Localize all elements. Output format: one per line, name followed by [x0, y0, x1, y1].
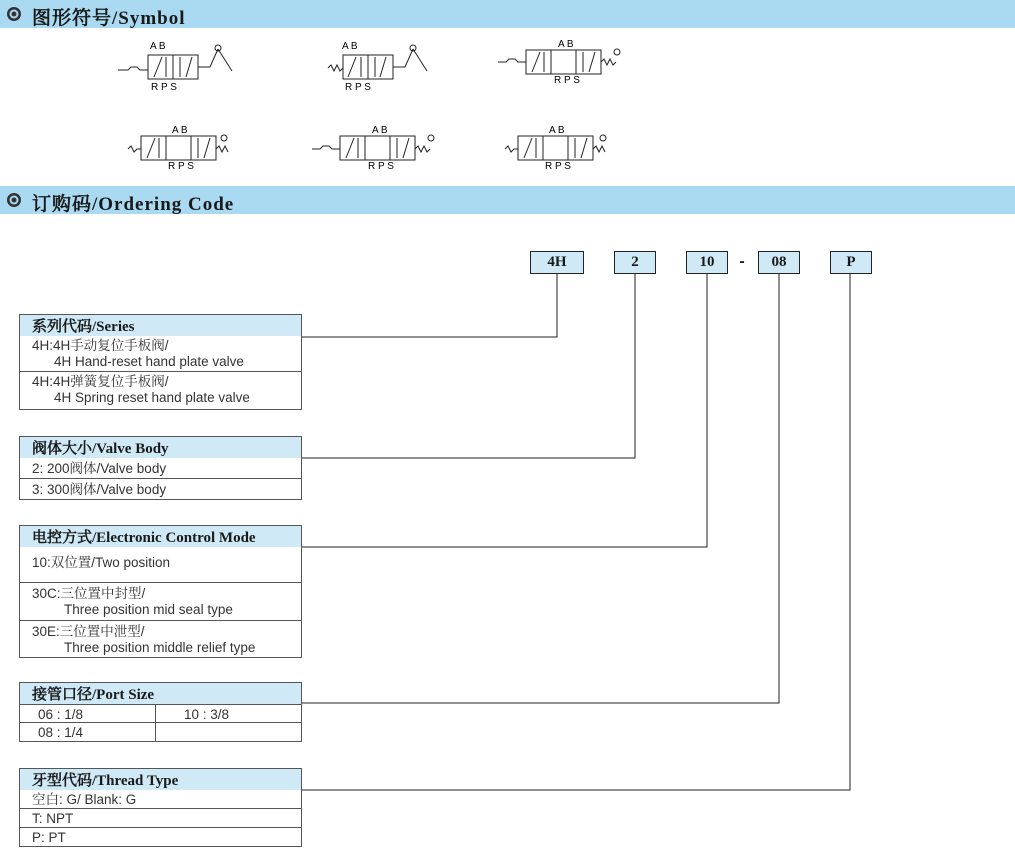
series-row-en: 4H Hand-reset hand plate valve: [54, 354, 244, 369]
series-row-en: 4H Spring reset hand plate valve: [54, 390, 250, 405]
gear-icon: [6, 6, 22, 22]
valve-symbol-2: [328, 40, 458, 95]
control-mode-row-cn: 30E:三位置中泄型/: [32, 624, 145, 639]
valve-symbol-5: [312, 124, 442, 179]
symbol-section-title: 图形符号/Symbol: [32, 8, 186, 29]
code-mode-box: 10: [686, 251, 728, 274]
port-label-rps: R P S: [545, 161, 571, 172]
control-mode-row-en: Three position middle relief type: [64, 640, 256, 655]
valve-symbol-1: [118, 40, 248, 95]
code-dash: -: [739, 253, 745, 270]
thread-type-header: 牙型代码/Thread Type: [19, 768, 302, 790]
port-label-ab: A B: [549, 125, 565, 136]
ordering-section-band: [0, 186, 1015, 214]
valve-symbols: [0, 30, 1015, 185]
valve-body-row: 3: 300阀体/Valve body: [19, 479, 302, 500]
port-size-cell: 06 : 1/8: [38, 707, 84, 722]
series-block: [19, 314, 302, 410]
port-label-rps: R P S: [168, 161, 194, 172]
code-thread-box: P: [830, 251, 872, 274]
port-size-row: [19, 723, 302, 742]
valve-symbol-3: [498, 38, 628, 93]
valve-body-row: 2: 200阀体/Valve body: [19, 458, 302, 479]
control-mode-row-cn: 30C:三位置中封型/: [32, 586, 146, 601]
thread-type-row: T: NPT: [19, 809, 302, 828]
code-series-box: 4H: [530, 251, 584, 274]
control-mode-block: [19, 525, 302, 658]
control-mode-row-en: Three position mid seal type: [64, 602, 233, 617]
port-label-ab: A B: [372, 125, 388, 136]
symbol-section-band: [0, 0, 1015, 28]
port-size-cell: 10 : 3/8: [155, 705, 301, 722]
control-mode-row-cn: 10:双位置/Two position: [32, 555, 171, 570]
port-size-row: [19, 704, 302, 723]
port-size-cell: [155, 723, 301, 741]
port-label-ab: A B: [150, 41, 166, 52]
code-body-box: 2: [614, 251, 656, 274]
thread-type-row: 空白: G/ Blank: G: [19, 790, 302, 809]
series-row: [19, 372, 302, 410]
series-row-cn: 4H:4H手动复位手板阀/: [32, 338, 169, 353]
port-size-cell: 08 : 1/4: [38, 725, 84, 740]
port-label-ab: A B: [558, 39, 574, 50]
thread-type-block: [19, 768, 302, 847]
port-size-header: 接管口径/Port Size: [19, 682, 302, 704]
series-header: 系列代码/Series: [19, 314, 302, 336]
control-mode-row: [19, 547, 302, 583]
control-mode-header: 电控方式/Electronic Control Mode: [19, 525, 302, 547]
series-row-cn: 4H:4H弹簧复位手板阀/: [32, 374, 169, 389]
port-label-rps: R P S: [345, 82, 371, 93]
code-port-box: 08: [758, 251, 800, 274]
port-label-ab: A B: [172, 125, 188, 136]
valve-body-header: 阀体大小/Valve Body: [19, 436, 302, 458]
port-label-rps: R P S: [151, 82, 177, 93]
thread-type-row: P: PT: [19, 828, 302, 847]
port-label-rps: R P S: [554, 75, 580, 86]
valve-symbol-4: [128, 124, 238, 179]
series-row: [19, 336, 302, 372]
valve-symbol-6: [505, 124, 620, 179]
port-size-block: [19, 682, 302, 742]
control-mode-row: [19, 621, 302, 658]
port-label-rps: R P S: [368, 161, 394, 172]
control-mode-row: [19, 583, 302, 621]
valve-body-block: [19, 436, 302, 500]
gear-icon: [6, 192, 22, 208]
port-label-ab: A B: [342, 41, 358, 52]
ordering-section-title: 订购码/Ordering Code: [32, 194, 235, 215]
